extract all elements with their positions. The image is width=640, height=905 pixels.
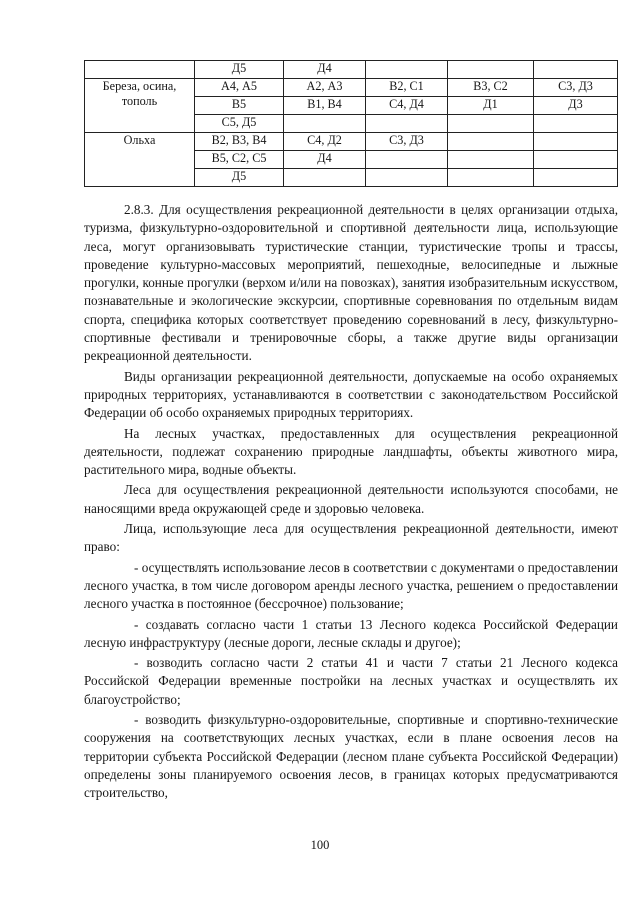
paragraph: 2.8.3. Для осуществления рекреационной деятельности в целях организации отдыха, туризма, физкультурно-оздоровительной и спортивной деятельности лица, использующие леса, могут организовывать туристические станции, туристические тропы и трассы, проведение культурно-массовых мероприятий, пешеходные, велосипедные и лыжные прогулки, конные прогулки (верхом и/или на повозках), занятия изобразительным искусством, познавательные и экологические экскурсии, спортивные соревнования по отдельным видам спорта, специфика которых соответствует проведению соревнований в лесу, физкультурно-спортивные фестивали и тренировочные сборы, а также другие виды организации рекреационной деятельности.	[84, 202, 618, 364]
page-number: 100	[310, 838, 330, 852]
species-cell	[85, 133, 195, 187]
table-row	[85, 133, 618, 151]
table-row	[85, 79, 618, 97]
species-table	[84, 60, 618, 187]
cell-value: Д4	[317, 61, 332, 75]
table-row	[85, 61, 618, 79]
paragraph: На лесных участках, предоставленных для осуществления рекреационной деятельности, подлежат сохранению природные ландшафты, объекты животного мира, растительного мира, водные объекты.	[84, 425, 618, 478]
table-cell	[195, 79, 284, 97]
table-cell	[366, 61, 448, 79]
table-cell	[284, 133, 366, 151]
paragraph: Леса для осуществления рекреационной деятельности используются способами, не наносящими вреда окружающей среде и здоровью человека.	[84, 482, 618, 516]
cell-value: А4, А5	[221, 79, 257, 93]
table-cell	[284, 115, 366, 133]
cell-value: С3, Д3	[389, 133, 424, 147]
cell-value: Д1	[483, 97, 498, 111]
table-cell	[195, 115, 284, 133]
paragraph: Виды организации рекреационной деятельности, допускаемые на особо охраняемых природных территориях, устанавливаются в соответствии с законодательством Российской Федерации об особо охраняемых природных территориях.	[84, 368, 618, 421]
table-cell	[195, 151, 284, 169]
table-cell	[448, 133, 534, 151]
table-cell	[366, 79, 448, 97]
list-item: - осуществлять использование лесов в соответствии с документами о предоставлении лесного участка, в том числе договором аренды лесного участка, решением о предоставлении лесного участка в постоянное (бессрочное) пользование;	[84, 559, 618, 612]
cell-value: В5, С2, С5	[211, 151, 267, 165]
table-cell	[195, 133, 284, 151]
table-cell	[448, 169, 534, 187]
table-cell	[534, 61, 618, 79]
species-label: Береза, осина, тополь	[102, 79, 177, 108]
cell-value: В2, С1	[389, 79, 424, 93]
cell-value: С4, Д2	[307, 133, 342, 147]
table-cell	[195, 61, 284, 79]
cell-value: В3, С2	[473, 79, 508, 93]
list-item: - создавать согласно части 1 статьи 13 Лесного кодекса Российской Федерации лесную инфраструктуру (лесные дороги, лесные склады и другое);	[84, 616, 618, 650]
species-cell	[85, 79, 195, 133]
table-cell	[366, 97, 448, 115]
cell-value: Д4	[317, 151, 332, 165]
cell-value: В2, В3, В4	[211, 133, 267, 147]
table-cell	[448, 97, 534, 115]
table-cell	[448, 79, 534, 97]
cell-value: Д3	[568, 97, 583, 111]
cell-value: В5	[231, 97, 247, 111]
table-cell	[448, 151, 534, 169]
cell-value: С3, Д3	[558, 79, 593, 93]
table-cell	[534, 97, 618, 115]
table-cell	[534, 115, 618, 133]
species-table-body	[85, 61, 618, 187]
cell-value: С4, Д4	[389, 97, 424, 111]
table-cell	[195, 169, 284, 187]
list-item: - возводить физкультурно-оздоровительные, спортивные и спортивно-технические сооружения на соответствующих лесных участках, если в плане освоения лесов на территории субъекта Российской Федерации (лесном плане субъекта Российской Федерации) определены зоны планируемого освоения лесов, в границах которых предусматриваются строительство,	[84, 712, 618, 801]
table-cell	[534, 133, 618, 151]
cell-value: В1, В4	[307, 97, 342, 111]
list-item: - возводить согласно части 2 статьи 41 и части 7 статьи 21 Лесного кодекса Российской Федерации временные постройки на лесных участках и осуществлять их благоустройство;	[84, 655, 618, 707]
body-text	[84, 201, 618, 803]
table-cell	[284, 97, 366, 115]
table-cell	[448, 61, 534, 79]
species-label: Ольха	[123, 133, 156, 147]
table-cell	[366, 169, 448, 187]
cell-value: Д5	[231, 169, 247, 183]
table-cell	[284, 61, 366, 79]
table-cell	[284, 151, 366, 169]
table-cell	[366, 115, 448, 133]
species-cell	[85, 61, 195, 79]
table-cell	[534, 151, 618, 169]
cell-value: А2, А3	[306, 79, 343, 93]
table-cell	[534, 169, 618, 187]
table-cell	[284, 79, 366, 97]
paragraph: Лица, использующие леса для осуществления рекреационной деятельности, имеют право:	[84, 521, 618, 555]
table-cell	[366, 151, 448, 169]
table-cell	[366, 133, 448, 151]
table-cell	[195, 97, 284, 115]
cell-value: С5, Д5	[221, 115, 257, 129]
table-cell	[448, 115, 534, 133]
cell-value: Д5	[231, 61, 247, 75]
table-cell	[284, 169, 366, 187]
table-cell	[534, 79, 618, 97]
